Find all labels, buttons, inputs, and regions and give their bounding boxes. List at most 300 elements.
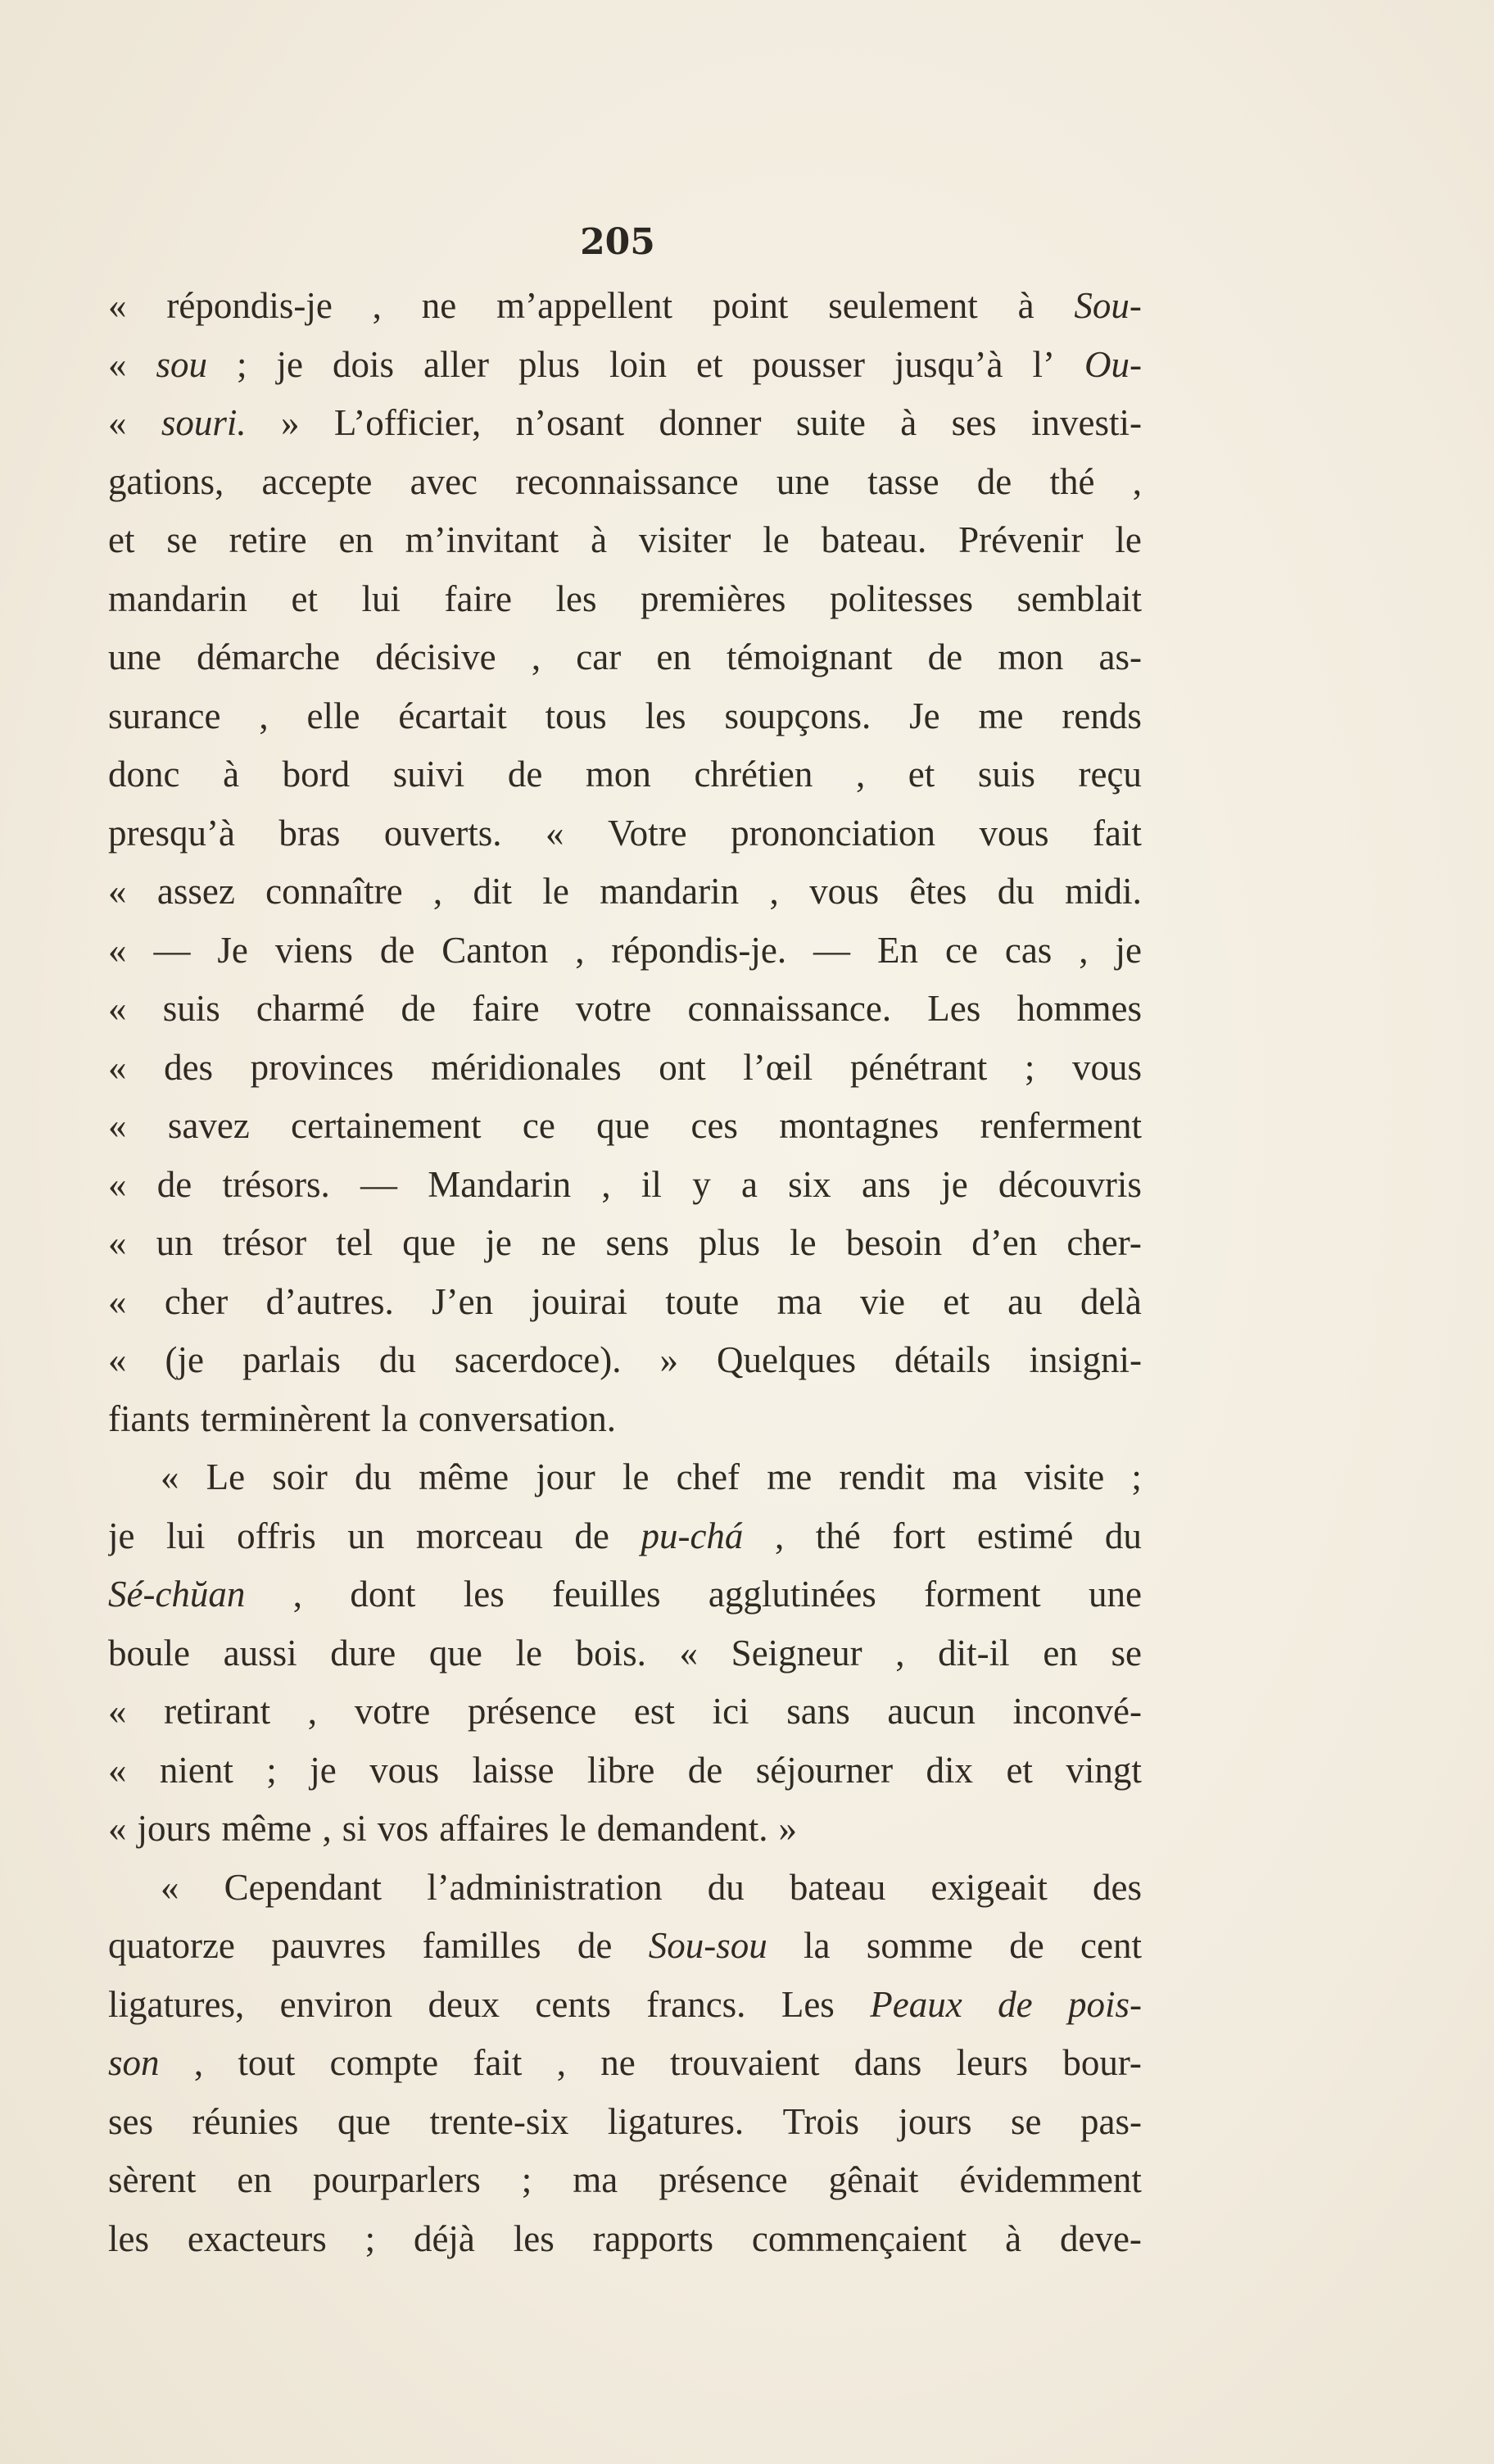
word: » (778, 1808, 797, 1849)
word: même (419, 1456, 509, 1497)
text-line (108, 1390, 1142, 1449)
word: , (1079, 929, 1089, 971)
word: dont (350, 1574, 416, 1615)
text-line (108, 1507, 1142, 1566)
text-line (108, 394, 1142, 453)
word: tasse (867, 460, 939, 502)
word: affaires (439, 1808, 550, 1849)
word: méridionales (431, 1046, 622, 1088)
text-line (108, 804, 1142, 863)
word: ont (659, 1046, 706, 1088)
word: je (1115, 929, 1142, 971)
word: cent (1080, 1925, 1142, 1966)
text-line (108, 1273, 1142, 1332)
word: tel (336, 1222, 374, 1263)
word: répondis-je. (611, 929, 787, 971)
word: dit (473, 871, 513, 912)
word: de (379, 929, 415, 971)
word: Canton (441, 929, 549, 971)
word: avec (410, 460, 478, 502)
word: Les (927, 988, 981, 1029)
word: , (307, 1691, 318, 1732)
word: je (310, 1749, 337, 1791)
word: mandarin (108, 578, 247, 619)
word: En (877, 929, 918, 971)
word: ; (1131, 1456, 1142, 1497)
word: as- (1098, 636, 1142, 677)
word: dit-il (938, 1632, 1010, 1674)
word: de (156, 1163, 192, 1205)
word: écartait (398, 695, 507, 736)
text-line (108, 863, 1142, 922)
word: Les (781, 1983, 835, 2025)
word: une (1088, 1574, 1142, 1615)
body-text (108, 277, 1142, 2268)
word: pousser (752, 343, 865, 385)
word: une (776, 460, 830, 502)
word: montagnes (779, 1105, 939, 1146)
word: le (622, 1456, 650, 1497)
word: ce (522, 1105, 555, 1146)
word: loin (609, 343, 667, 385)
word: vingt (1066, 1749, 1142, 1791)
word: Cependant (224, 1866, 383, 1908)
word: Prévenir (958, 519, 1084, 560)
word: pu-chá (641, 1515, 744, 1556)
word: je (276, 343, 304, 385)
word: surance (108, 695, 221, 736)
word: ne (421, 285, 457, 326)
word: répondis-je (166, 285, 333, 326)
word: sens (605, 1222, 669, 1263)
word: prononciation (731, 812, 936, 854)
word: deux (428, 1983, 500, 2025)
word: le (559, 1808, 586, 1849)
word: jours (898, 2100, 972, 2142)
word: ce (944, 929, 978, 971)
text-line (108, 2210, 1142, 2269)
word: se (166, 519, 197, 560)
word: les (555, 578, 597, 619)
word: la (804, 1925, 831, 1966)
word: fiants (108, 1397, 190, 1439)
word: Sou- (1074, 285, 1142, 326)
text-line (108, 336, 1142, 395)
word: trente-six (429, 2100, 569, 2142)
word: six (788, 1163, 831, 1205)
word: sèrent (108, 2159, 197, 2200)
word: soupçons. (724, 695, 872, 736)
word: de (998, 1983, 1033, 2025)
word: et (108, 519, 135, 560)
word: suis (162, 988, 220, 1029)
text-line (108, 511, 1142, 570)
word: renferment (980, 1105, 1142, 1146)
word: et (943, 1280, 970, 1322)
word: « (108, 1105, 127, 1146)
word: d’en (971, 1222, 1038, 1263)
word: en (237, 2159, 272, 2200)
text-line (108, 1331, 1142, 1390)
word: agglutinées (708, 1574, 876, 1615)
word: J’en (432, 1280, 494, 1322)
word: les (108, 2217, 149, 2259)
word: jusqu’à (894, 343, 1003, 385)
word: aussi (223, 1632, 297, 1674)
word: nient (159, 1749, 233, 1791)
text-line (108, 1097, 1142, 1156)
word: chrétien (694, 754, 813, 795)
word: , (292, 1574, 303, 1615)
word: pénétrant (849, 1046, 988, 1088)
word: » (659, 1339, 679, 1380)
word: , (531, 636, 541, 677)
word: environ (279, 1983, 393, 2025)
word: suite (795, 402, 866, 443)
word: de (574, 1515, 609, 1556)
word: fait (473, 2042, 523, 2083)
word: sou (156, 343, 208, 385)
word: l’administration (427, 1866, 663, 1908)
word: faire (444, 578, 512, 619)
word: ici (712, 1691, 749, 1732)
word: de (401, 988, 436, 1029)
word: leurs (956, 2042, 1029, 2083)
word: que (337, 2100, 391, 2142)
word: « (108, 1808, 127, 1849)
word: en (656, 636, 691, 677)
word: de (507, 754, 543, 795)
word: découvris (998, 1163, 1142, 1205)
word: Seigneur (731, 1632, 862, 1674)
word: les (645, 695, 686, 736)
word: ses (951, 402, 997, 443)
word: à (223, 754, 240, 795)
word: m’appellent (496, 285, 673, 326)
word: bord (282, 754, 351, 795)
word: Je (909, 695, 940, 736)
word: détails (894, 1339, 991, 1380)
word: cents (535, 1983, 611, 2025)
word: midi. (1065, 871, 1142, 912)
text-line (108, 570, 1142, 629)
word: donner (659, 402, 762, 443)
word: à (591, 519, 608, 560)
word: au (1007, 1280, 1043, 1322)
word: dix (926, 1749, 974, 1791)
word: ses (108, 2100, 153, 2142)
word: mon (998, 636, 1064, 677)
word: me (978, 695, 1024, 736)
word: « (108, 285, 127, 326)
word: y (692, 1163, 711, 1205)
word: pois- (1067, 1983, 1142, 2025)
word: delà (1080, 1280, 1142, 1322)
text-line (108, 1976, 1142, 2035)
word: Sé-chŭan (108, 1574, 246, 1615)
word: lui (361, 578, 401, 619)
word: souri. (161, 402, 247, 443)
word: faire (472, 988, 540, 1029)
word: aller (423, 343, 489, 385)
word: vous (979, 812, 1049, 854)
word: soir (272, 1456, 328, 1497)
text-line (108, 1214, 1142, 1273)
word: bour- (1062, 2042, 1142, 2083)
word: gations, (108, 460, 224, 502)
word: si (342, 1808, 367, 1849)
word: insigni- (1029, 1339, 1142, 1380)
word: vous (1071, 1046, 1142, 1088)
word: est (633, 1691, 675, 1732)
word: premières (641, 578, 786, 619)
word: « (108, 1222, 127, 1263)
word: témoignant (727, 636, 893, 677)
word: Peaux (870, 1983, 962, 2025)
word: pourparlers (312, 2159, 481, 2200)
word: , (432, 871, 443, 912)
word: évidemment (959, 2159, 1142, 2200)
word: estimé (976, 1515, 1074, 1556)
word: du (707, 1866, 745, 1908)
word: laisse (472, 1749, 555, 1791)
text-line (108, 1039, 1142, 1098)
word: décisive (375, 636, 496, 677)
word: que (596, 1105, 650, 1146)
word: vie (859, 1280, 905, 1322)
word: ne (600, 2042, 636, 2083)
word: toute (665, 1280, 740, 1322)
word: dois (333, 343, 395, 385)
word: tous (545, 695, 607, 736)
word: réunies (192, 2100, 299, 2142)
word: certainement (291, 1105, 482, 1146)
word: — (813, 929, 851, 971)
word: libre (586, 1749, 655, 1791)
word: êtes (909, 871, 967, 912)
word: des (1093, 1866, 1142, 1908)
word: à (1005, 2217, 1022, 2259)
word: de (687, 1749, 723, 1791)
word: cher (164, 1280, 229, 1322)
word: Ou- (1084, 343, 1142, 385)
word: thé (1049, 460, 1095, 502)
word: de (577, 1925, 613, 1966)
word: les (513, 2217, 555, 2259)
word: se (1111, 1632, 1142, 1674)
word: assez (156, 871, 235, 912)
word: bateau (789, 1866, 886, 1908)
word: — (360, 1163, 397, 1205)
word: investi- (1030, 402, 1142, 443)
word: aucun (887, 1691, 976, 1732)
word: de (927, 636, 963, 677)
word: dure (330, 1632, 396, 1674)
word: conversation. (418, 1397, 617, 1439)
text-line (108, 1742, 1142, 1800)
word: de (976, 460, 1012, 502)
word: donc (108, 754, 180, 795)
word: politesses (829, 578, 973, 619)
word: « (108, 1046, 127, 1088)
word: ouverts. (383, 812, 502, 854)
word: présence (467, 1691, 597, 1732)
text-line (108, 1448, 1142, 1507)
word: bateau. (821, 519, 927, 560)
word: du (1104, 1515, 1142, 1556)
word: du (378, 1339, 416, 1380)
word: seulement (828, 285, 978, 326)
word: se (1010, 2100, 1042, 2142)
word: (je (165, 1339, 204, 1380)
word: « (108, 1749, 127, 1791)
word: terminèrent (200, 1397, 371, 1439)
word: rendit (839, 1456, 926, 1497)
word: connaissance. (687, 988, 892, 1029)
word: provinces (250, 1046, 394, 1088)
word: trésor (222, 1222, 307, 1263)
word: je (941, 1163, 968, 1205)
word: ma (776, 1280, 822, 1322)
word: même (221, 1808, 312, 1849)
word: « (161, 1456, 179, 1497)
word: le (542, 871, 569, 912)
text-line (108, 1624, 1142, 1683)
word: l’ (1032, 343, 1055, 385)
word: semblait (1016, 578, 1142, 619)
word: feuilles (552, 1574, 661, 1615)
word: jour (536, 1456, 595, 1497)
word: ma (952, 1456, 998, 1497)
word: vous (369, 1749, 440, 1791)
word: « (108, 1339, 127, 1380)
word: accepte (261, 460, 373, 502)
text-line (108, 1683, 1142, 1742)
word: , (1132, 460, 1142, 502)
text-line (108, 1156, 1142, 1215)
word: « (108, 1280, 127, 1322)
word: démarche (197, 636, 341, 677)
text-line (108, 1859, 1142, 1918)
word: presqu’à (108, 812, 235, 854)
word: , (774, 1515, 785, 1556)
word: suivi (392, 754, 465, 795)
word: besoin (845, 1222, 943, 1263)
word: sans (786, 1691, 850, 1732)
word: que (402, 1222, 456, 1263)
word: votre (354, 1691, 431, 1732)
word: demandent. (596, 1808, 768, 1849)
word: cas (1004, 929, 1053, 971)
word: son (108, 2042, 160, 2083)
word: hommes (1016, 988, 1142, 1029)
word: — (153, 929, 191, 971)
word: forment (924, 1574, 1041, 1615)
word: chef (676, 1456, 740, 1497)
word: le (515, 1632, 542, 1674)
word: Mandarin (428, 1163, 572, 1205)
word: votre (575, 988, 652, 1029)
text-line (108, 745, 1142, 804)
word: plus (518, 343, 580, 385)
word: pas- (1080, 2100, 1142, 2142)
text-line (108, 277, 1142, 336)
word: ; (266, 1749, 277, 1791)
word: du (997, 871, 1034, 912)
word: somme (866, 1925, 973, 1966)
word: ans (861, 1163, 911, 1205)
word: le (790, 1222, 817, 1263)
word: l’œil (743, 1046, 813, 1088)
word: jouirai (531, 1280, 627, 1322)
word: morceau (415, 1515, 543, 1556)
text-line (108, 2093, 1142, 2152)
word: et (696, 343, 723, 385)
word: Je (217, 929, 248, 971)
text-line (108, 2034, 1142, 2093)
word: savez (167, 1105, 250, 1146)
word: retire (229, 519, 307, 560)
word: suis (977, 754, 1035, 795)
word: , (769, 871, 779, 912)
word: la (381, 1397, 408, 1439)
word: à (900, 402, 917, 443)
text-line (108, 687, 1142, 746)
word: de (1009, 1925, 1044, 1966)
word: une (108, 636, 161, 677)
word: , (855, 754, 866, 795)
word: tout (238, 2042, 296, 2083)
word: Votre (607, 812, 687, 854)
word: , (895, 1632, 905, 1674)
word: elle (306, 695, 360, 736)
word: du (354, 1456, 392, 1497)
word: en (338, 519, 374, 560)
word: viens (274, 929, 353, 971)
word: « (161, 1866, 179, 1908)
word: plus (699, 1222, 761, 1263)
word: « (108, 1691, 127, 1732)
word: « (679, 1632, 699, 1674)
word: sacerdoce). (454, 1339, 622, 1380)
word: d’autres. (265, 1280, 394, 1322)
text-line (108, 1917, 1142, 1976)
word: retirant (164, 1691, 271, 1732)
word: parlais (242, 1339, 341, 1380)
text-line (108, 1565, 1142, 1624)
word: connaître (265, 871, 403, 912)
word: visiter (638, 519, 731, 560)
word: point (712, 285, 789, 326)
word: exacteurs (187, 2217, 327, 2259)
word: déjà (413, 2217, 475, 2259)
word: reconnaissance (515, 460, 739, 502)
word: jours (137, 1808, 211, 1849)
word: » (281, 402, 300, 443)
word: a (740, 1163, 758, 1205)
word: je (108, 1515, 135, 1556)
word: les (463, 1574, 505, 1615)
word: et (291, 578, 318, 619)
word: deve- (1059, 2217, 1142, 2259)
word: ; (521, 2159, 532, 2200)
word: pauvres (271, 1925, 387, 1966)
word: séjourner (755, 1749, 894, 1791)
word: Sou-sou (648, 1925, 767, 1966)
word: des (164, 1046, 214, 1088)
word: n’osant (515, 402, 625, 443)
word: commençaient (751, 2217, 967, 2259)
